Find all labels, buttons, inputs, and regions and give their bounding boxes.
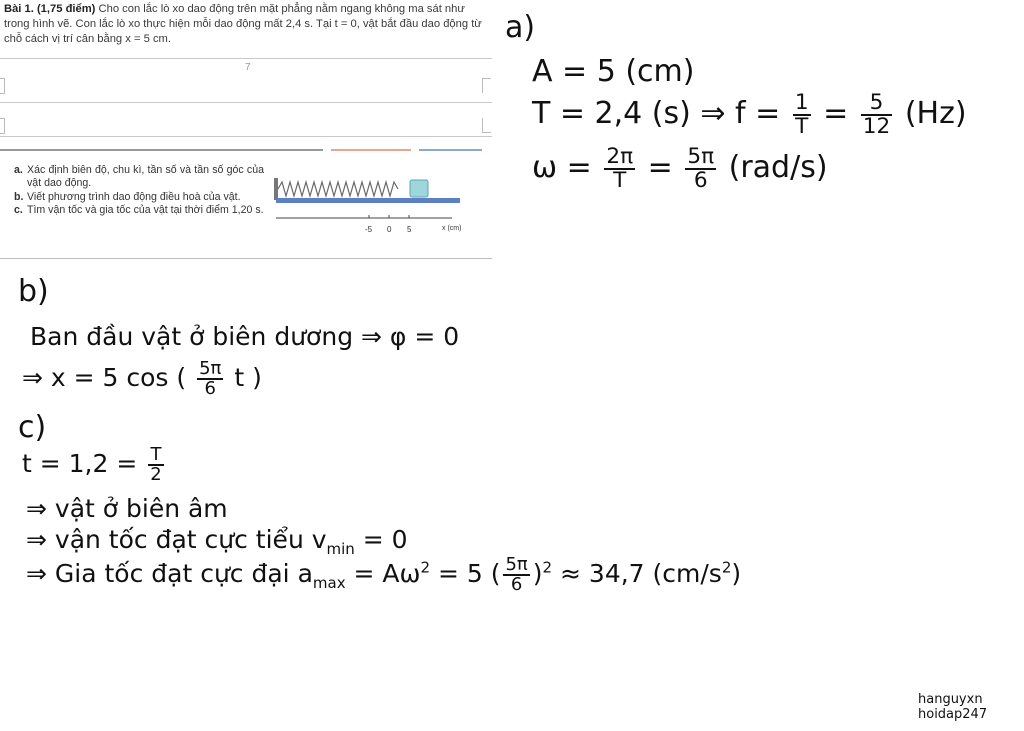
frac-den: T <box>793 114 811 138</box>
part-c-label: c) <box>18 410 47 445</box>
frac-den: 6 <box>685 168 716 192</box>
task-b <box>14 191 264 204</box>
period-line <box>532 92 967 137</box>
mass-block <box>410 180 428 197</box>
accel-sup: 2 <box>420 558 431 577</box>
page-corner-left-top <box>0 78 5 94</box>
omega-eq: = <box>647 150 673 186</box>
part-c-time-line <box>22 446 167 484</box>
accel-sup: 2 <box>721 558 732 577</box>
fraction <box>148 446 163 484</box>
task-text: Viết phương trình dao động điều hoà của vật. <box>27 190 241 203</box>
part-b-line2 <box>22 360 262 398</box>
omega-line <box>532 146 828 191</box>
amplitude-line: A = 5 (cm) <box>532 54 695 89</box>
task-a <box>14 164 264 191</box>
divider-lower <box>0 136 492 137</box>
frac-den: 12 <box>862 113 891 139</box>
floor-surface <box>276 198 460 203</box>
part-c-line2 <box>26 525 408 558</box>
divider-mid <box>0 102 492 103</box>
frac-den: 6 <box>503 574 529 594</box>
page-corner-left-bottom <box>0 118 5 134</box>
part-c-line3 <box>26 556 741 594</box>
spring-coil <box>278 182 398 196</box>
divider-top <box>0 58 492 59</box>
frac-den: 6 <box>197 378 223 398</box>
frac-den: 2 <box>150 464 162 485</box>
page-number: 7 <box>245 62 251 73</box>
task-text: Tìm vận tốc và gia tốc của vật tại thời điểm 1,20 s. <box>27 204 264 217</box>
period-lhs: T = 2,4 (s) ⇒ f = <box>532 96 781 132</box>
frac-num: 2π <box>606 144 634 169</box>
page-corner-right-top <box>482 78 491 93</box>
problem-intro-block <box>4 2 484 47</box>
problem-statement <box>0 0 492 262</box>
task-list <box>14 164 264 218</box>
part-a-label: a) <box>505 10 536 45</box>
velocity-text: ⇒ vận tốc đạt cực tiểu v <box>26 525 327 554</box>
velocity-value: = 0 <box>354 525 408 554</box>
fraction <box>197 360 223 398</box>
fraction <box>604 146 635 191</box>
part-b-line1: Ban đầu vật ở biên dương ⇒ φ = 0 <box>30 322 460 351</box>
equation-rhs: t ) <box>234 363 262 392</box>
frac-num: 5π <box>687 144 715 169</box>
accel-sup: 2 <box>542 558 553 577</box>
fraction <box>685 146 716 191</box>
velocity-sub: min <box>326 540 355 558</box>
axis-tick-label: 5 <box>407 225 412 234</box>
signature-line1: hanguyxn <box>918 692 983 707</box>
frac-num: 5π <box>199 358 222 379</box>
frac-den: T <box>604 168 635 192</box>
part-c-line1: ⇒ vật ở biên âm <box>26 494 228 523</box>
tab-line-blue <box>419 149 482 151</box>
frac-num: 5π <box>505 554 528 575</box>
wall <box>274 178 278 200</box>
fraction <box>861 92 892 137</box>
signature <box>918 692 987 722</box>
problem-heading: Bài 1. (1,75 điểm) <box>4 3 96 15</box>
accel-result-close: ) <box>731 559 742 588</box>
frac-num: T <box>150 444 162 465</box>
accel-close: ) <box>532 559 543 588</box>
omega-unit: (rad/s) <box>728 150 828 186</box>
task-label: c. <box>14 204 23 217</box>
signature-line2: hoidap247 <box>918 707 988 722</box>
axis-tick-label: -5 <box>365 225 373 234</box>
tab-line-gray <box>0 149 323 151</box>
page-corner-right-bottom <box>482 118 491 133</box>
task-label: a. <box>14 164 23 176</box>
tab-line-orange <box>331 149 411 151</box>
fraction <box>793 92 811 137</box>
accel-text: ⇒ Gia tốc đạt cực đại a <box>26 559 313 588</box>
task-label: b. <box>14 190 24 203</box>
divider-bottom <box>0 258 492 259</box>
time-lhs: t = 1,2 = <box>22 449 138 478</box>
task-text: Xác định biên độ, chu kì, tần số và tần số góc của vật dao động. <box>27 164 264 190</box>
problem-intro: Cho con lắc lò xo dao động trên mặt phẳng nằm ngang không ma sát như trong hình vẽ. Con lắc lò xo thực hiện mỗi dao động mất 2,4 s. Tại t = 0, vật bắt đầu dao động từ chỗ cách vị trí cân bằng x = 5 cm. <box>4 3 482 45</box>
period-unit: (Hz) <box>904 96 967 132</box>
omega-lhs: ω = <box>532 150 592 186</box>
fraction <box>503 556 529 594</box>
frac-num: 5 <box>869 90 884 115</box>
accel-result: ≈ 34,7 (cm/s <box>552 559 722 588</box>
axis-tick-label: 0 <box>387 225 392 234</box>
accel-sub: max <box>312 574 346 592</box>
axis-label: x (cm) <box>442 225 462 232</box>
spring-figure <box>272 170 464 240</box>
accel-formula: = Aω <box>345 559 421 588</box>
frac-num: 1 <box>794 90 809 115</box>
period-eq: = <box>823 96 849 132</box>
equation-lhs: ⇒ x = 5 cos ( <box>22 363 187 392</box>
task-c <box>14 204 264 217</box>
part-b-label: b) <box>18 274 49 309</box>
accel-eq: = 5 ( <box>430 559 501 588</box>
